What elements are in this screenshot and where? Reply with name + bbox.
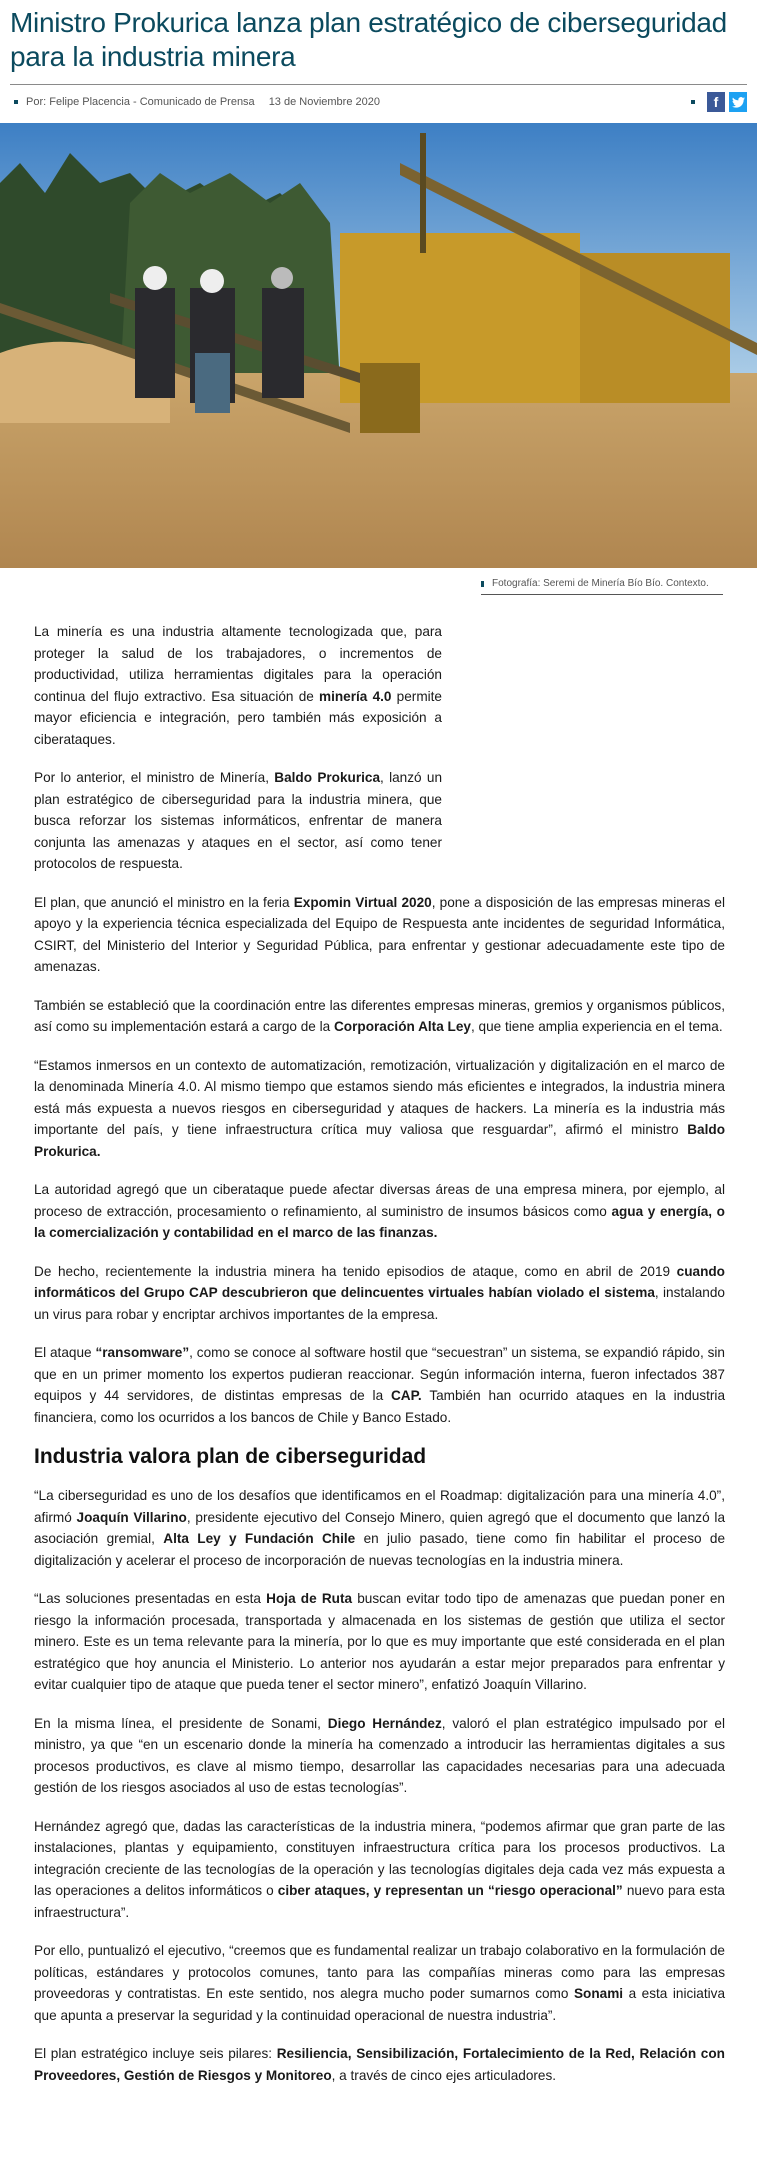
article-paragraph — [34, 1485, 725, 1571]
paragraph-text: También han ocurrido ataques en la industria financiera, como los ocurridos a los bancos de Chile y Banco Estado. — [34, 1388, 725, 1425]
paragraph-text: “La ciberseguridad es uno de los desafíos que identificamos en el Roadmap: digitalización para una minería 4.0”, afirmó — [34, 1488, 725, 1525]
twitter-icon — [732, 97, 745, 108]
bold-text: Joaquín Villarino — [76, 1509, 187, 1525]
article-photo — [0, 123, 757, 568]
publish-date: 13 de Noviembre 2020 — [268, 96, 380, 108]
paragraph-text: a esta iniciativa que apunta a preservar la seguridad y la continuidad operacional de nuestra industria”. — [34, 1986, 726, 2023]
paragraph-text: La minería es una industria altamente tecnologizada que, para proteger la salud de los trabajadores, o incrementos de productividad, utiliza herramientas digitales para la operación continua del flujo extractivo. Esa situación de — [34, 624, 442, 704]
article-body — [0, 595, 757, 2123]
article-paragraphs-before — [34, 621, 725, 1428]
photo-caption-text: Fotografía: Seremi de Minería Bío Bío. Contexto. — [492, 578, 709, 589]
bullet-icon — [691, 100, 695, 104]
paragraph-text: “Estamos inmersos en un contexto de automatización, remotización, virtualización y digitalización en el marco de la denominada Minería 4.0. Al mismo tiempo que estamos siendo más eficientes e integrados, la industria minera está más expuesta a nuevos riesgos en ciberseguridad y ataques de hackers. La minería es la industria más importante del país, y tiene infraestructura crítica muy valiosa que resguardar”, afirmó el ministro — [34, 1057, 725, 1137]
paragraph-text: , que tiene amplia experiencia en el tema. — [470, 1019, 723, 1034]
article-paragraph — [34, 621, 442, 750]
paragraph-text: La autoridad agregó que un ciberataque puede afectar diversas áreas de una empresa minera, por ejemplo, al proceso de extracción, procesamiento o refinamiento, al suministro de insumos básicos como — [34, 1182, 725, 1219]
paragraph-text: , instalando un virus para robar y encriptar archivos importantes de la empresa. — [34, 1285, 725, 1322]
bold-text: CAP. — [390, 1388, 422, 1403]
article-title: Ministro Prokurica lanza plan estratégico de ciberseguridad para la industria minera — [10, 7, 727, 72]
paragraph-text: , como se conoce al software hostil que “secuestran” un sistema, se expandió rápido, sin que en un primer momento los expertos pudieran reaccionar. Según información interna, fueron infectados 387 equipos y 44 servidores, de distintas empresas de la — [34, 1345, 725, 1403]
paragraph-text: También se estableció que la coordinación entre las diferentes empresas mineras, gremios y organismos públicos, así como su implementación estará a cargo de la — [34, 997, 725, 1034]
bold-text: cuando informáticos del Grupo CAP descubrieron que delincuentes virtuales habían violado el sistema — [34, 1263, 725, 1300]
paragraph-text: buscan evitar todo tipo de amenazas que puedan poner en riesgo la información procesada, transportada y almacenada en los sistemas de gestión que utiliza el sector minero. Este es un tema relevante para la minería, por lo que es muy importante que esté considerada en el plan estratégico que hoy anuncia el Ministerio. Lo anterior nos ayudarán a estar mejor preparados para enfrentar y evitar cualquier tipo de ataque que pueda tener el sector minero”, enfatizó Joaquín Villarino. — [34, 1591, 725, 1692]
facebook-share-button[interactable] — [707, 92, 725, 112]
paragraph-text: , valoró el plan estratégico impulsado por el ministro, ya que “en un escenario donde la minería ha comenzado a introducir las herramientas digitales a sus procesos productivos, es clave al mismo tiempo, desarrollar las capacidades necesarias para una adecuada gestión de los riesgos asociados al uso de estas tecnologías”. — [34, 1715, 725, 1795]
article-paragraph — [34, 1055, 725, 1163]
article-paragraph — [34, 1179, 725, 1244]
article-paragraph — [34, 995, 725, 1038]
bold-text: Baldo Prokurica — [274, 770, 381, 785]
byline-bar — [0, 85, 757, 119]
bullet-icon — [481, 581, 484, 587]
paragraph-text: El plan estratégico incluye seis pilares: — [34, 2046, 277, 2061]
bold-text: Diego Hernández — [327, 1715, 442, 1731]
paragraph-text: en julio pasado, tiene como fin habilitar el proceso de digitalización y acelerar el proceso de incorporación de nuevas tecnologías en la industria minera. — [34, 1531, 726, 1568]
paragraph-text: En la misma línea, el presidente de Sonami, — [34, 1715, 328, 1731]
article-paragraph — [34, 1261, 725, 1326]
bold-text: Corporación Alta Ley — [333, 1019, 471, 1034]
article-subheading: Industria valora plan de ciberseguridad — [34, 1445, 427, 1468]
bold-text: Expomin Virtual 2020 — [293, 894, 432, 910]
bullet-icon — [14, 100, 18, 104]
bold-text: ciber ataques, y representan un “riesgo operacional” — [277, 1883, 623, 1898]
paragraph-text: Por lo anterior, el ministro de Minería, — [34, 770, 275, 785]
share-buttons — [687, 92, 747, 112]
bold-text: Alta Ley y Fundación Chile — [163, 1531, 356, 1546]
facebook-icon: f — [713, 94, 719, 110]
article-paragraph — [34, 1588, 725, 1696]
bold-text: minería 4.0 — [319, 688, 392, 704]
paragraph-text: Hernández agregó que, dadas las características de la industria minera, “podemos afirmar que gran parte de las instalaciones, plantas y equipamiento, constituyen infraestructura crítica para los procesos productivos. La integración creciente de las tecnologías de la operación y las tecnologías digitales deja cada vez más expuesta a las operaciones a delitos informáticos o — [34, 1818, 725, 1898]
bold-text: Sonami — [573, 1986, 624, 2001]
article-paragraph — [34, 767, 442, 875]
paragraph-text: De hecho, recientemente la industria minera ha tenido episodios de ataque, como en abril de 2019 — [34, 1263, 677, 1279]
article-paragraph — [34, 1713, 725, 1799]
bold-text: agua y energía, o la comercialización y contabilidad en el marco de las finanzas. — [34, 1203, 725, 1240]
paragraph-text: El ataque — [34, 1345, 96, 1360]
paragraph-text: , presidente ejecutivo del Consejo Minero, quien agregó que el documento que lanzó la asociación gremial, — [34, 1509, 726, 1546]
article-paragraph — [34, 892, 725, 978]
paragraph-text: nuevo para esta infraestructura”. — [34, 1883, 725, 1920]
paragraph-text: , pone a disposición de las empresas mineras el apoyo y la experiencia técnica especializada del Equipo de Respuesta ante incidentes de seguridad Informática, CSIRT, del Ministerio del Interior y Seguridad Pública, para enfrentar y gestionar adecuadamente este tipo de amenazas. — [34, 894, 725, 974]
article-paragraph — [34, 1816, 725, 1924]
paragraph-text: El plan, que anunció el ministro en la feria — [34, 894, 294, 910]
paragraph-text: Por ello, puntualizó el ejecutivo, “creemos que es fundamental realizar un trabajo colaborativo en la formulación de políticas, estándares y protocolos comunes, tanto para las compañías mineras como para las empresas proveedoras y contratistas. En este sentido, nos alegra mucho poder sumarnos como — [34, 1943, 725, 2001]
photo-caption — [0, 568, 757, 595]
paragraph-text: , a través de cinco ejes articuladores. — [331, 2067, 557, 2083]
bold-text: Baldo Prokurica. — [34, 1122, 725, 1159]
article-paragraph — [34, 1342, 725, 1428]
author-byline: Por: Felipe Placencia - Comunicado de Prensa — [26, 96, 255, 108]
article-paragraphs-after — [34, 1485, 725, 2086]
bold-text: Resiliencia, Sensibilización, Fortalecimiento de la Red, Relación con Proveedores, Gestión de Riesgos y Monitoreo — [34, 2046, 725, 2083]
paragraph-text: “Las soluciones presentadas en esta — [34, 1591, 267, 1606]
bold-text: Hoja de Ruta — [266, 1591, 353, 1606]
paragraph-text: , lanzó un plan estratégico de ciberseguridad para la industria minera, que busca reforzar los sistemas informáticos, enfrentar de manera conjunta las amenazas y ataques en el sector, así como tener protocolos de respuesta. — [34, 770, 443, 871]
paragraph-text: permite mayor eficiencia e integración, pero también más exposición a ciberataques. — [34, 688, 442, 747]
twitter-share-button[interactable] — [729, 92, 747, 112]
bold-text: “ransomware” — [95, 1345, 190, 1360]
article-paragraph — [34, 1940, 725, 2026]
article-paragraph — [34, 2043, 725, 2086]
